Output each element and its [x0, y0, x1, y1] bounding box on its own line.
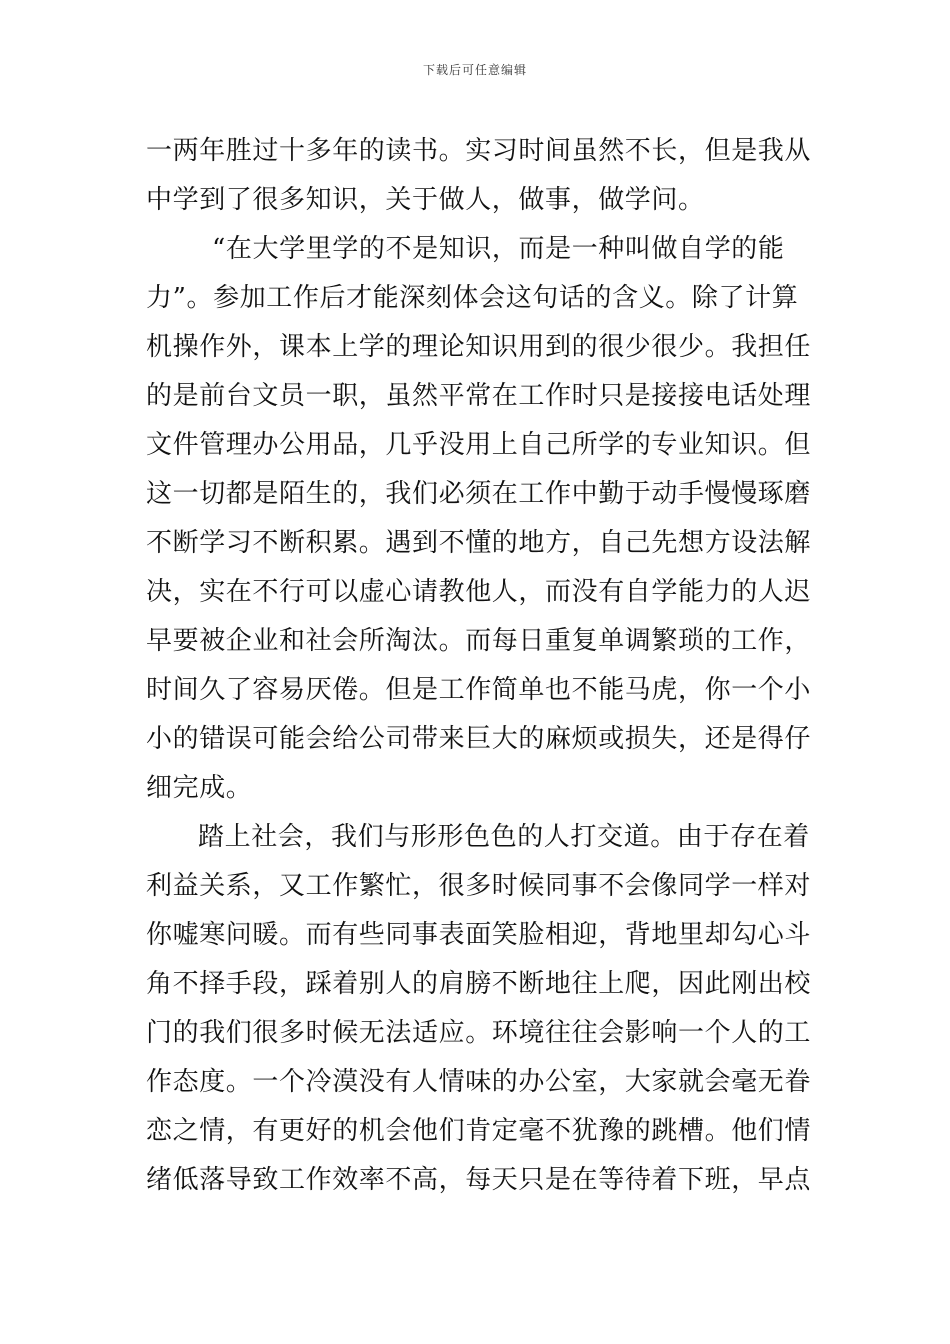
- paragraph-3: [146, 813, 812, 1205]
- text-line: 中学到了很多知识，关于做人，做事，做学问。: [146, 185, 705, 215]
- text-line: 踏上社会，我们与形形色色的人打交道。由于存在着: [198, 822, 810, 852]
- text-line: 细完成。: [146, 773, 253, 803]
- text-line: 一两年胜过十多年的读书。实习时间虽然不长，但是我从: [146, 136, 812, 166]
- text-line: 力”。参加工作后才能深刻体会这句话的含义。除了计算: [146, 283, 799, 313]
- text-line: 不断学习不断积累。遇到不懂的地方，自己先想方设法解: [146, 528, 812, 558]
- text-line: 角不择手段，踩着别人的肩膀不断地往上爬，因此刚出校: [146, 969, 812, 999]
- paragraph-1: [146, 127, 812, 225]
- text-line: 绪低落导致工作效率不高，每天只是在等待着下班，早点: [146, 1165, 812, 1195]
- paragraph-2: [146, 225, 812, 813]
- document-body: [146, 127, 812, 1205]
- text-line: 作态度。一个冷漠没有人情味的办公室，大家就会毫无眷: [146, 1067, 812, 1097]
- text-line: 机操作外，课本上学的理论知识用到的很少很少。我担任: [146, 332, 812, 362]
- text-line: 你嘘寒问暖。而有些同事表面笑脸相迎，背地里却勾心斗: [146, 920, 812, 950]
- text-line: 的是前台文员一职，虽然平常在工作时只是接接电话处理: [146, 381, 812, 411]
- text-line: 恋之情，有更好的机会他们肯定毫不犹豫的跳槽。他们情: [146, 1116, 812, 1146]
- text-line: 文件管理办公用品，几乎没用上自己所学的专业知识。但: [146, 430, 812, 460]
- text-line: 门的我们很多时候无法适应。环境往往会影响一个人的工: [146, 1018, 812, 1048]
- text-line: “在大学里学的不是知识，而是一种叫做自学的能: [212, 234, 785, 264]
- text-line: 利益关系，又工作繁忙，很多时候同事不会像同学一样对: [146, 871, 812, 901]
- text-line: 时间久了容易厌倦。但是工作简单也不能马虎，你一个小: [146, 675, 812, 705]
- text-line: 小的错误可能会给公司带来巨大的麻烦或损失，还是得仔: [146, 724, 812, 754]
- text-line: 决，实在不行可以虚心请教他人，而没有自学能力的人迟: [146, 577, 812, 607]
- page-header: 下载后可任意编辑: [422, 63, 527, 77]
- text-line: 这一切都是陌生的，我们必须在工作中勤于动手慢慢琢磨: [146, 479, 812, 509]
- text-line: 早要被企业和社会所淘汰。而每日重复单调繁琐的工作，: [146, 626, 812, 656]
